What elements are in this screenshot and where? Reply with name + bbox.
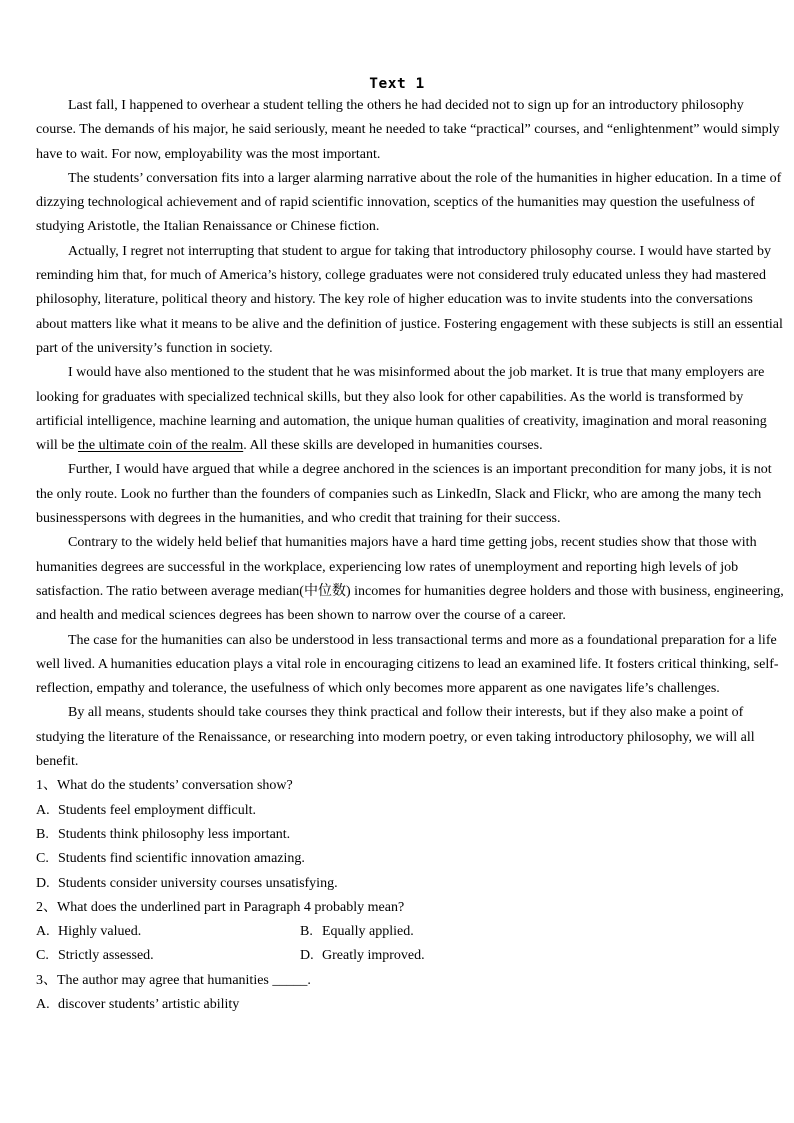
question-3: [36, 969, 784, 1018]
question-2-option-c: [36, 944, 300, 968]
question-2-option-a: [36, 920, 300, 944]
question-1-stem: [36, 774, 784, 798]
question-1-option-a: [36, 799, 784, 823]
option-text: Students think philosophy less important.: [58, 826, 291, 842]
paragraph-text: Further, I would have argued that while a degree anchored in the sciences is an important precondition for many jobs, it is not the only route. Look no further than the founders of companies such as LinkedIn, Slack and Flickr, who are among the many tech businesspersons with degrees in the humanities, and who credit that training for their success.: [36, 462, 772, 527]
option-text: Highly valued.: [58, 924, 142, 940]
question-2-option-b: [300, 920, 784, 944]
option-text: discover students’ artistic ability: [58, 996, 240, 1012]
question-number: 3、: [36, 972, 57, 988]
reading-passage: [36, 94, 784, 774]
option-text: Greatly improved.: [322, 948, 425, 964]
page-title: Text 1: [369, 76, 425, 92]
option-text: Students feel employment difficult.: [58, 802, 257, 818]
question-text: The author may agree that humanities _____.: [57, 972, 311, 988]
option-letter: D.: [36, 875, 50, 891]
question-1-option-c: [36, 847, 784, 871]
passage-paragraph-5: [36, 458, 784, 531]
question-3-stem: [36, 969, 784, 993]
question-1: [36, 774, 784, 895]
paragraph-text: I would have also mentioned to the student that he was misinformed about the job market. It is true that many employers are looking for graduates with specialized technical skills, but they also look for other capabilities. As the world is transformed by artificial intelligence, machine learning and automation, the unique human qualities of creativity, imagination and moral reasoning will be: [36, 365, 767, 454]
option-letter: A.: [36, 924, 50, 940]
option-text: Students consider university courses unsatisfying.: [58, 875, 338, 891]
option-letter: D.: [300, 948, 314, 964]
paragraph-text: . All these skills are developed in humanities courses.: [243, 438, 543, 454]
question-1-option-b: [36, 823, 784, 847]
passage-paragraph-8: [36, 701, 784, 774]
question-text: What do the students’ conversation show?: [57, 778, 293, 794]
option-letter: B.: [36, 826, 49, 842]
question-text: What does the underlined part in Paragraph 4 probably mean?: [57, 899, 405, 915]
option-letter: C.: [36, 851, 49, 867]
option-letter: B.: [300, 924, 313, 940]
option-text: Equally applied.: [322, 924, 414, 940]
questions-section: [36, 774, 784, 1017]
option-letter: A.: [36, 996, 50, 1012]
question-2: [36, 896, 784, 969]
option-text: Students find scientific innovation amazing.: [58, 851, 305, 867]
passage-paragraph-4: [36, 361, 784, 458]
passage-paragraph-2: [36, 167, 784, 240]
paragraph-text: Actually, I regret not interrupting that student to argue for taking that introductory philosophy course. I would have started by reminding him that, for much of America’s history, college graduates were not considered truly educated unless they had mastered philosophy, literature, political theory and history. The key role of higher education was to invite students into the conversations about matters like what it means to be alive and the definition of justice. Fostering engagement with these subjects is still an essential part of the university’s function in society.: [36, 243, 783, 356]
paragraph-text: By all means, students should take courses they think practical and follow their interests, but if they also make a point of studying the literature of the Renaissance, or researching into modern poetry, or even taking introductory philosophy, we will all benefit.: [36, 705, 755, 770]
underlined-phrase: the ultimate coin of the realm: [78, 438, 244, 454]
passage-paragraph-1: [36, 94, 784, 167]
question-1-option-d: [36, 872, 784, 896]
paragraph-text: Last fall, I happened to overhear a student telling the others he had decided not to sign up for an introductory philosophy course. The demands of his major, he said seriously, meant he needed to take “practical” courses, and “enlightenment” would simply have to wait. For now, employability was the most important.: [36, 98, 780, 162]
passage-paragraph-3: [36, 240, 784, 361]
option-letter: C.: [36, 948, 49, 964]
paragraph-text: Contrary to the widely held belief that humanities majors have a hard time getting jobs, recent studies show that those with humanities degrees are successful in the workplace, experiencing low rates of unemployment and reporting high levels of job satisfaction. The ratio between average median(中位数) incomes for humanities degree holders and those with business, engineering, and health and medical sciences degrees has been shown to narrow over the course of a career.: [36, 535, 784, 624]
question-2-options: [36, 920, 784, 969]
option-text: Strictly assessed.: [58, 948, 154, 964]
paragraph-text: The students’ conversation fits into a larger alarming narrative about the role of the humanities in higher education. In a time of dizzying technological achievement and of rapid scientific innovation, sceptics of the humanities may question the usefulness of studying Aristotle, the Italian Renaissance or Chinese fiction.: [36, 170, 782, 235]
passage-paragraph-7: [36, 629, 784, 702]
paragraph-text: The case for the humanities can also be understood in less transactional terms and more as a foundational preparation for a life well lived. A humanities education plays a vital role in encouraging citizens to lead an examined life. It fosters critical thinking, self-reflection, empathy and tolerance, the usefulness of which only becomes more apparent as one navigates life’s challenges.: [36, 632, 779, 697]
question-number: 2、: [36, 899, 57, 915]
question-number: 1、: [36, 778, 57, 794]
option-letter: A.: [36, 802, 50, 818]
question-2-option-d: [300, 944, 784, 968]
question-3-option-a: [36, 993, 784, 1017]
passage-paragraph-6: [36, 531, 784, 628]
question-2-stem: [36, 896, 784, 920]
